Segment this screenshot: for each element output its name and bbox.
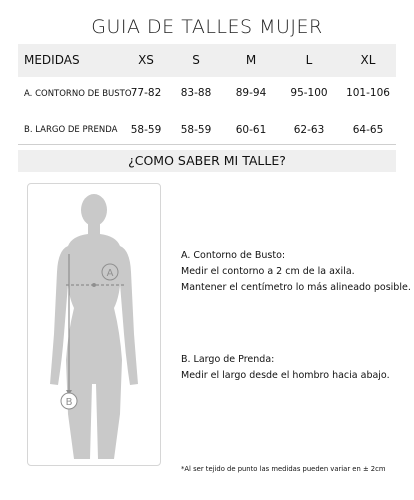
col-header-xs: XS [138,53,154,67]
note-a [181,248,411,296]
marker-b-label: B [65,397,73,408]
note-b [181,352,390,384]
marker-a-label: A [106,268,114,279]
note-a-line2: Mantener el centímetro lo más alineado posible. [181,282,411,293]
row-label-largo: B. LARGO DE PRENDA [24,125,118,135]
page-title: GUIA DE TALLES MUJER [91,16,323,38]
how-to-band [18,150,396,172]
table-cell: 83-88 [180,87,212,99]
divider [18,144,396,145]
table-cell: 64-65 [352,124,384,136]
size-table [18,44,396,144]
col-header-m: M [245,53,257,67]
note-b-line1: Medir el largo desde el hombro hacia abajo. [181,370,390,381]
figure-panel [27,183,161,466]
table-cell: 95-100 [290,87,328,99]
table-cell: 89-94 [235,87,267,99]
note-a-title: A. Contorno de Busto: [181,250,286,261]
col-header-medidas: MEDIDAS [24,53,80,67]
table-cell: 58-59 [180,124,212,136]
note-b-title: B. Largo de Prenda: [181,354,275,365]
footnote: *Al ser tejido de punto las medidas pueden variar en ± 2cm [181,465,386,473]
col-header-xl: XL [360,53,376,67]
table-cell: 62-63 [293,124,325,136]
col-header-l: L [305,53,313,67]
how-to-heading: ¿COMO SABER MI TALLE? [128,153,286,168]
table-cell: 60-61 [235,124,267,136]
table-cell: 77-82 [130,87,162,99]
woman-silhouette-icon [28,184,160,465]
note-a-line1: Medir el contorno a 2 cm de la axila. [181,266,355,277]
table-cell: 58-59 [130,124,162,136]
col-header-s: S [192,53,200,67]
row-label-busto: A. CONTORNO DE BUSTO [24,89,132,99]
table-cell: 101-106 [346,87,390,99]
